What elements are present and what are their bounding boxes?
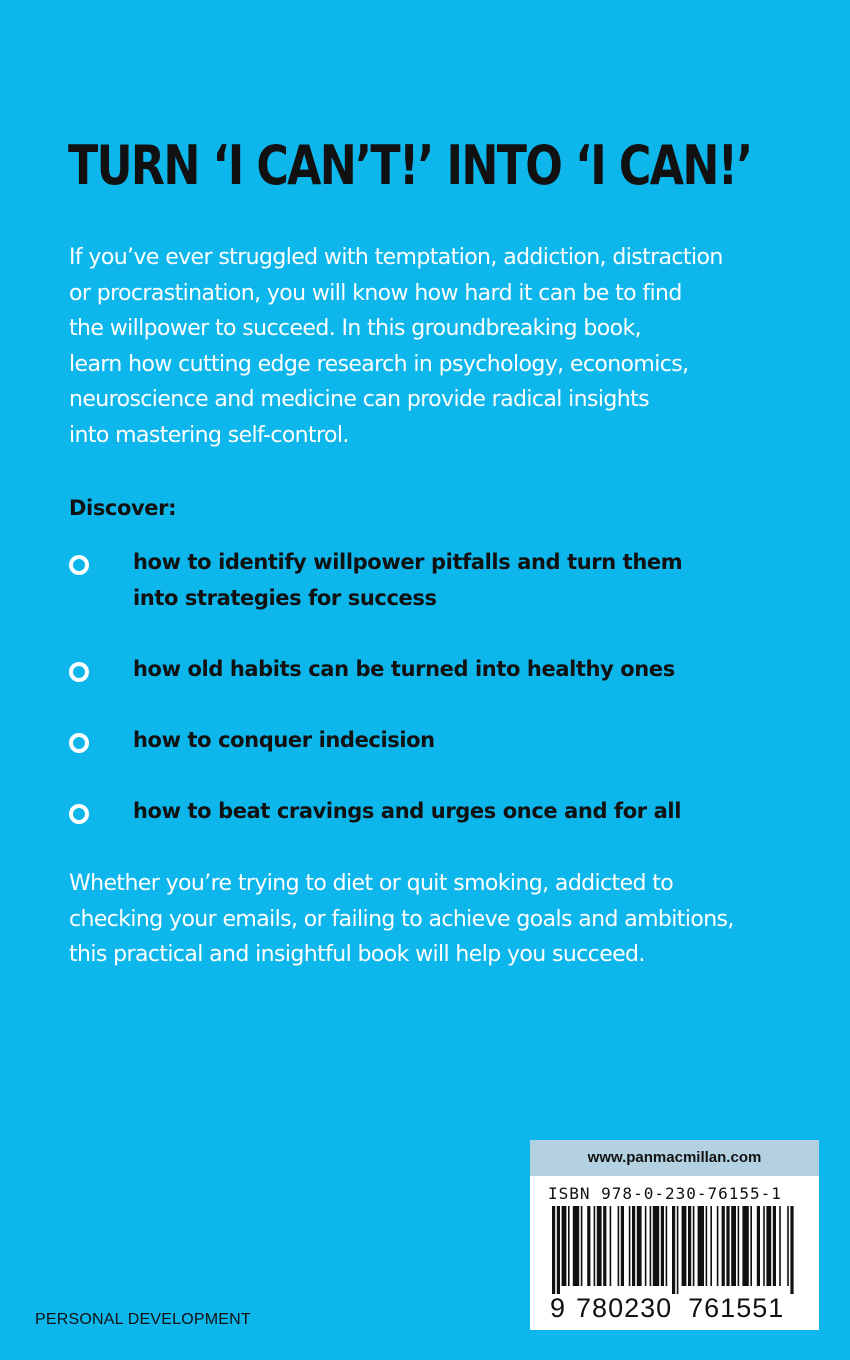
bullet-text	[133, 793, 681, 829]
barcode-image	[552, 1206, 797, 1294]
barcode-bar	[666, 1206, 668, 1286]
barcode-lead-digit: 9	[550, 1293, 567, 1323]
barcode-bar	[650, 1206, 652, 1286]
intro-line: into mastering self-control.	[69, 422, 349, 448]
outro-line: Whether you’re trying to diet or quit smoking, addicted to	[69, 871, 674, 896]
publisher-url: www.panmacmillan.com	[530, 1140, 819, 1176]
bullet-line: how old habits can be turned into healthy ones	[133, 657, 675, 681]
barcode-bar	[757, 1206, 760, 1286]
barcode-bar	[629, 1206, 631, 1286]
barcode-bar	[552, 1206, 555, 1294]
barcode-bar	[618, 1206, 620, 1286]
barcode-bar	[594, 1206, 596, 1286]
barcode-bar	[763, 1206, 765, 1286]
bullet-line: into strategies for success	[133, 586, 437, 610]
barcode-bar	[597, 1206, 602, 1286]
barcode-digit-group: 761551	[688, 1293, 785, 1323]
barcode-bar	[693, 1206, 695, 1286]
intro-line: If you’ve ever struggled with temptation, addiction, distraction	[69, 245, 723, 270]
barcode-bar	[738, 1206, 740, 1286]
barcode-bar	[710, 1206, 712, 1286]
barcode-bar	[562, 1206, 567, 1286]
barcode-bar	[645, 1206, 647, 1286]
barcode-bar	[661, 1206, 664, 1286]
bullet-line: how to beat cravings and urges once and for all	[133, 799, 682, 823]
bullet-line: how to conquer indecision	[133, 728, 435, 752]
barcode-bar	[766, 1206, 771, 1286]
barcode-bar	[773, 1206, 776, 1286]
barcode-digit-group: 780230	[576, 1293, 673, 1323]
discover-label: Discover:	[69, 496, 177, 520]
barcode-bar	[581, 1206, 583, 1286]
intro-paragraph	[69, 240, 723, 453]
bullet-text	[133, 651, 675, 687]
barcode-bar	[790, 1206, 793, 1294]
barcode-bar	[672, 1206, 675, 1294]
barcode-bar	[779, 1206, 781, 1286]
barcode-bar	[637, 1206, 642, 1286]
bullet-ring-icon	[69, 733, 89, 753]
bullet-ring-icon	[69, 804, 89, 824]
intro-line: or procrastination, you will know how hard it can be to find	[69, 280, 682, 306]
barcode-bar	[587, 1206, 590, 1286]
barcode-bar	[706, 1206, 708, 1286]
outro-line: this practical and insightful book will help you succeed.	[69, 942, 645, 967]
barcode-bar	[573, 1206, 579, 1286]
barcode-bar	[621, 1206, 624, 1286]
intro-line: learn how cutting edge research in psychology, economics,	[69, 351, 689, 377]
barcode-bar	[568, 1206, 570, 1286]
isbn-label: ISBN 978-0-230-76155-1	[548, 1184, 782, 1203]
closing-paragraph	[69, 866, 734, 973]
category-label: PERSONAL DEVELOPMENT	[35, 1311, 251, 1328]
barcode-bar	[688, 1206, 691, 1286]
barcode-bar	[742, 1206, 748, 1286]
barcode-bar	[603, 1206, 606, 1286]
outro-line: checking your emails, or failing to achieve goals and ambitions,	[69, 906, 734, 932]
bullet-ring-icon	[69, 555, 89, 575]
intro-line: neuroscience and medicine can provide radical insights	[69, 387, 649, 412]
barcode-bar	[557, 1206, 560, 1294]
barcode-digits	[550, 1293, 784, 1324]
bullet-ring-icon	[69, 662, 89, 682]
barcode-bar	[787, 1206, 789, 1286]
barcode-bar	[682, 1206, 687, 1286]
bullet-text	[133, 544, 682, 616]
intro-line: the willpower to succeed. In this groundbreaking book,	[69, 316, 642, 341]
barcode-bar	[632, 1206, 635, 1286]
bullet-line: how to identify willpower pitfalls and turn them	[133, 550, 683, 574]
barcode-bar	[717, 1206, 719, 1286]
barcode-bar	[610, 1206, 612, 1286]
barcode-bar	[677, 1206, 679, 1294]
barcode-bar	[726, 1206, 729, 1286]
barcode-bar	[731, 1206, 736, 1286]
barcode-panel	[530, 1140, 819, 1330]
headline: TURN ‘I CAN’T!’ INTO ‘I CAN!’	[68, 134, 752, 197]
bullet-text	[133, 722, 435, 758]
barcode-bar	[653, 1206, 659, 1286]
barcode-bar	[698, 1206, 704, 1286]
barcode-bar	[750, 1206, 752, 1286]
barcode-bar	[722, 1206, 725, 1286]
